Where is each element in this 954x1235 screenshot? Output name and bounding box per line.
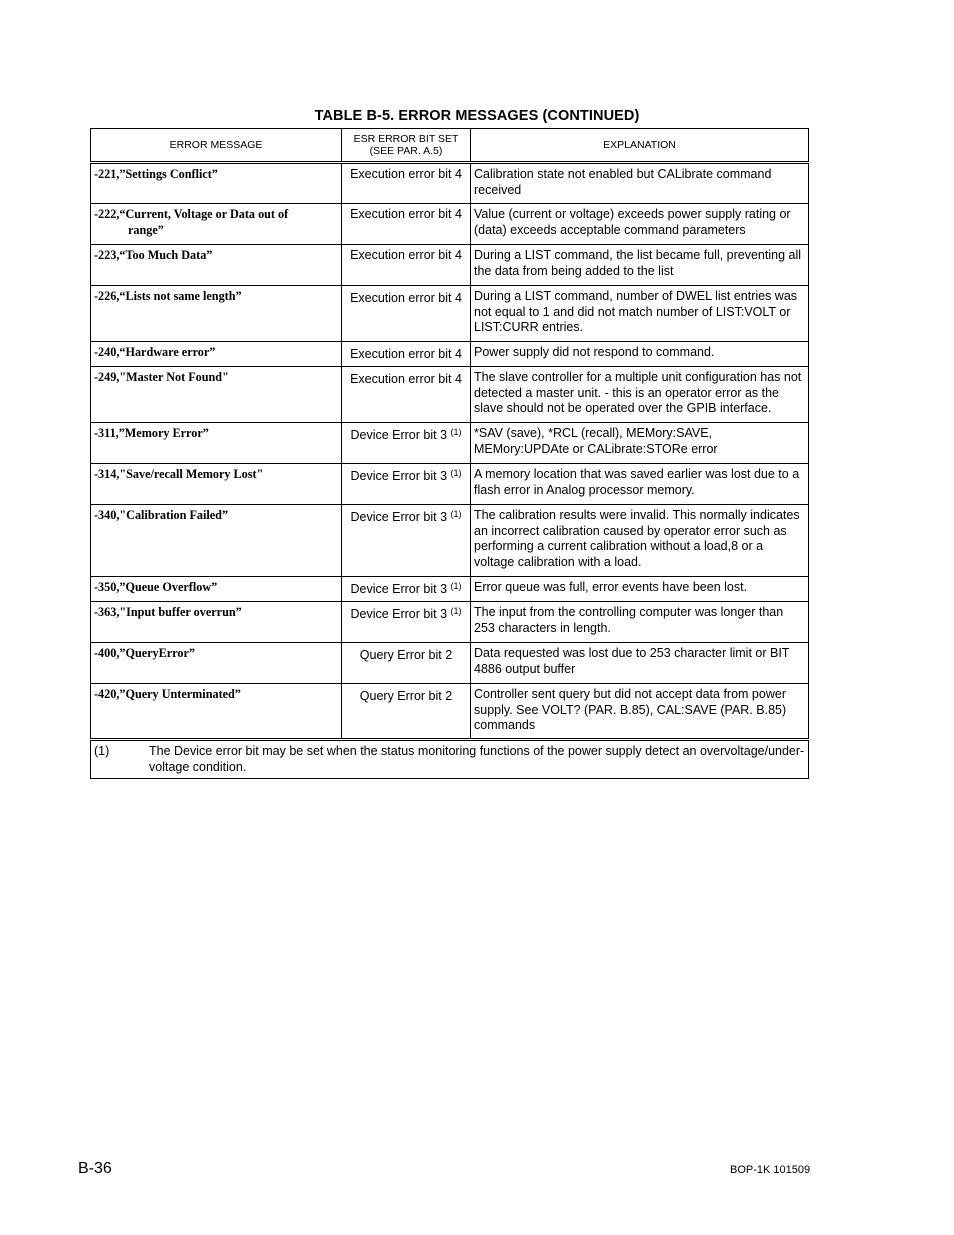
error-message-cell [91,204,342,245]
error-message-cell: -340,"Calibration Failed” [91,505,342,577]
table-header-row [91,129,809,163]
error-message-cell: -314,"Save/recall Memory Lost" [91,464,342,505]
error-message-cell: -221,”Settings Conflict” [91,163,342,204]
table-row [91,245,809,286]
error-message-cell: -400,”QueryError” [91,643,342,684]
explanation-cell: During a LIST command, the list became full, preventing all the data from being added to the list [471,245,809,286]
header-esr-bit [342,129,471,163]
explanation-cell: Value (current or voltage) exceeds power supply rating or (data) exceeds acceptable command parameters [471,204,809,245]
table-row [91,367,809,423]
error-message-cell: -311,”Memory Error” [91,423,342,464]
error-message-line1: -222,“Current, Voltage or Data out of [94,207,289,221]
table-title: TABLE B-5. ERROR MESSAGES (CONTINUED) [314,108,640,124]
esr-bit-cell: Execution error bit 4 [342,204,471,245]
esr-bit-text: Device Error bit 3 [350,510,448,524]
table-row [91,423,809,464]
explanation-cell: Error queue was full, error events have been lost. [471,577,809,602]
table-row [91,602,809,643]
error-message-cell: -223,“Too Much Data” [91,245,342,286]
error-message-cell: -363,"Input buffer overrun” [91,602,342,643]
esr-bit-cell [342,602,471,643]
header-error-message: ERROR MESSAGE [91,129,342,163]
esr-bit-text: Device Error bit 3 [350,582,448,596]
table-row [91,643,809,684]
document-id: BOP-1K 101509 [730,1164,811,1176]
esr-bit-cell [342,464,471,505]
footnote-number: (1) [94,744,110,758]
header-esr-bit-line1: ESR ERROR BIT SET [353,133,459,145]
table-row [91,464,809,505]
esr-bit-cell: Execution error bit 4 [342,342,471,367]
esr-bit-cell: Execution error bit 4 [342,367,471,423]
explanation-cell: Power supply did not respond to command. [471,342,809,367]
explanation-cell: Controller sent query but did not accept data from power supply. See VOLT? (PAR. B.85), CAL:SAVE (PAR. B.85) commands [471,684,809,740]
esr-bit-cell: Execution error bit 4 [342,163,471,204]
explanation-cell: Data requested was lost due to 253 character limit or BIT 4886 output buffer [471,643,809,684]
table-row [91,684,809,740]
error-message-cell: -420,”Query Unterminated” [91,684,342,740]
esr-bit-cell: Query Error bit 2 [342,684,471,740]
esr-bit-text: Device Error bit 3 [350,428,448,442]
table-row [91,505,809,577]
esr-bit-text: Device Error bit 3 [350,607,448,621]
footnote-text: The Device error bit may be set when the status monitoring functions of the power supply detect an overvoltage/under-voltage condition. [149,744,805,774]
explanation-cell: *SAV (save), *RCL (recall), MEMory:SAVE, MEMory:UPDAte or CALibrate:STORe error [471,423,809,464]
explanation-cell: The slave controller for a multiple unit configuration has not detected a master unit. - this is an operator error as the slave should not be operated over the GPIB interface. [471,367,809,423]
error-message-cell: -249,"Master Not Found" [91,367,342,423]
table-row [91,577,809,602]
table-row [91,286,809,342]
esr-bit-text: Device Error bit 3 [350,469,448,483]
page-number: B-36 [78,1160,112,1177]
table-row [91,163,809,204]
header-esr-bit-line2: (SEE PAR. A.5) [369,145,443,157]
footnote-ref: (1) [450,581,462,591]
table-row [91,204,809,245]
footnote-ref: (1) [450,606,462,616]
footnote-ref: (1) [450,427,462,437]
table-row [91,342,809,367]
explanation-cell: A memory location that was saved earlier was lost due to a flash error in Analog processor memory. [471,464,809,505]
explanation-cell: Calibration state not enabled but CALibrate command received [471,163,809,204]
esr-bit-cell: Query Error bit 2 [342,643,471,684]
header-explanation: EXPLANATION [471,129,809,163]
explanation-cell: During a LIST command, number of DWEL list entries was not equal to 1 and did not match number of LIST:VOLT or LIST:CURR entries. [471,286,809,342]
footnote-ref: (1) [450,509,462,519]
esr-bit-cell: Execution error bit 4 [342,245,471,286]
error-message-line2: range” [128,222,164,237]
footnote-row [91,740,809,779]
esr-bit-cell: Execution error bit 4 [342,286,471,342]
esr-bit-cell [342,577,471,602]
error-message-cell: -240,“Hardware error” [91,342,342,367]
error-message-cell: -226,“Lists not same length” [91,286,342,342]
esr-bit-cell [342,423,471,464]
footnote-cell [91,740,809,779]
error-messages-table [90,128,809,779]
footnote-ref: (1) [450,468,462,478]
error-message-cell: -350,”Queue Overflow” [91,577,342,602]
explanation-cell: The calibration results were invalid. This normally indicates an incorrect calibration caused by operator error such as performing a current calibration without a load,8 or a voltage calibration with a load. [471,505,809,577]
esr-bit-cell [342,505,471,577]
explanation-cell: The input from the controlling computer was longer than 253 characters in length. [471,602,809,643]
